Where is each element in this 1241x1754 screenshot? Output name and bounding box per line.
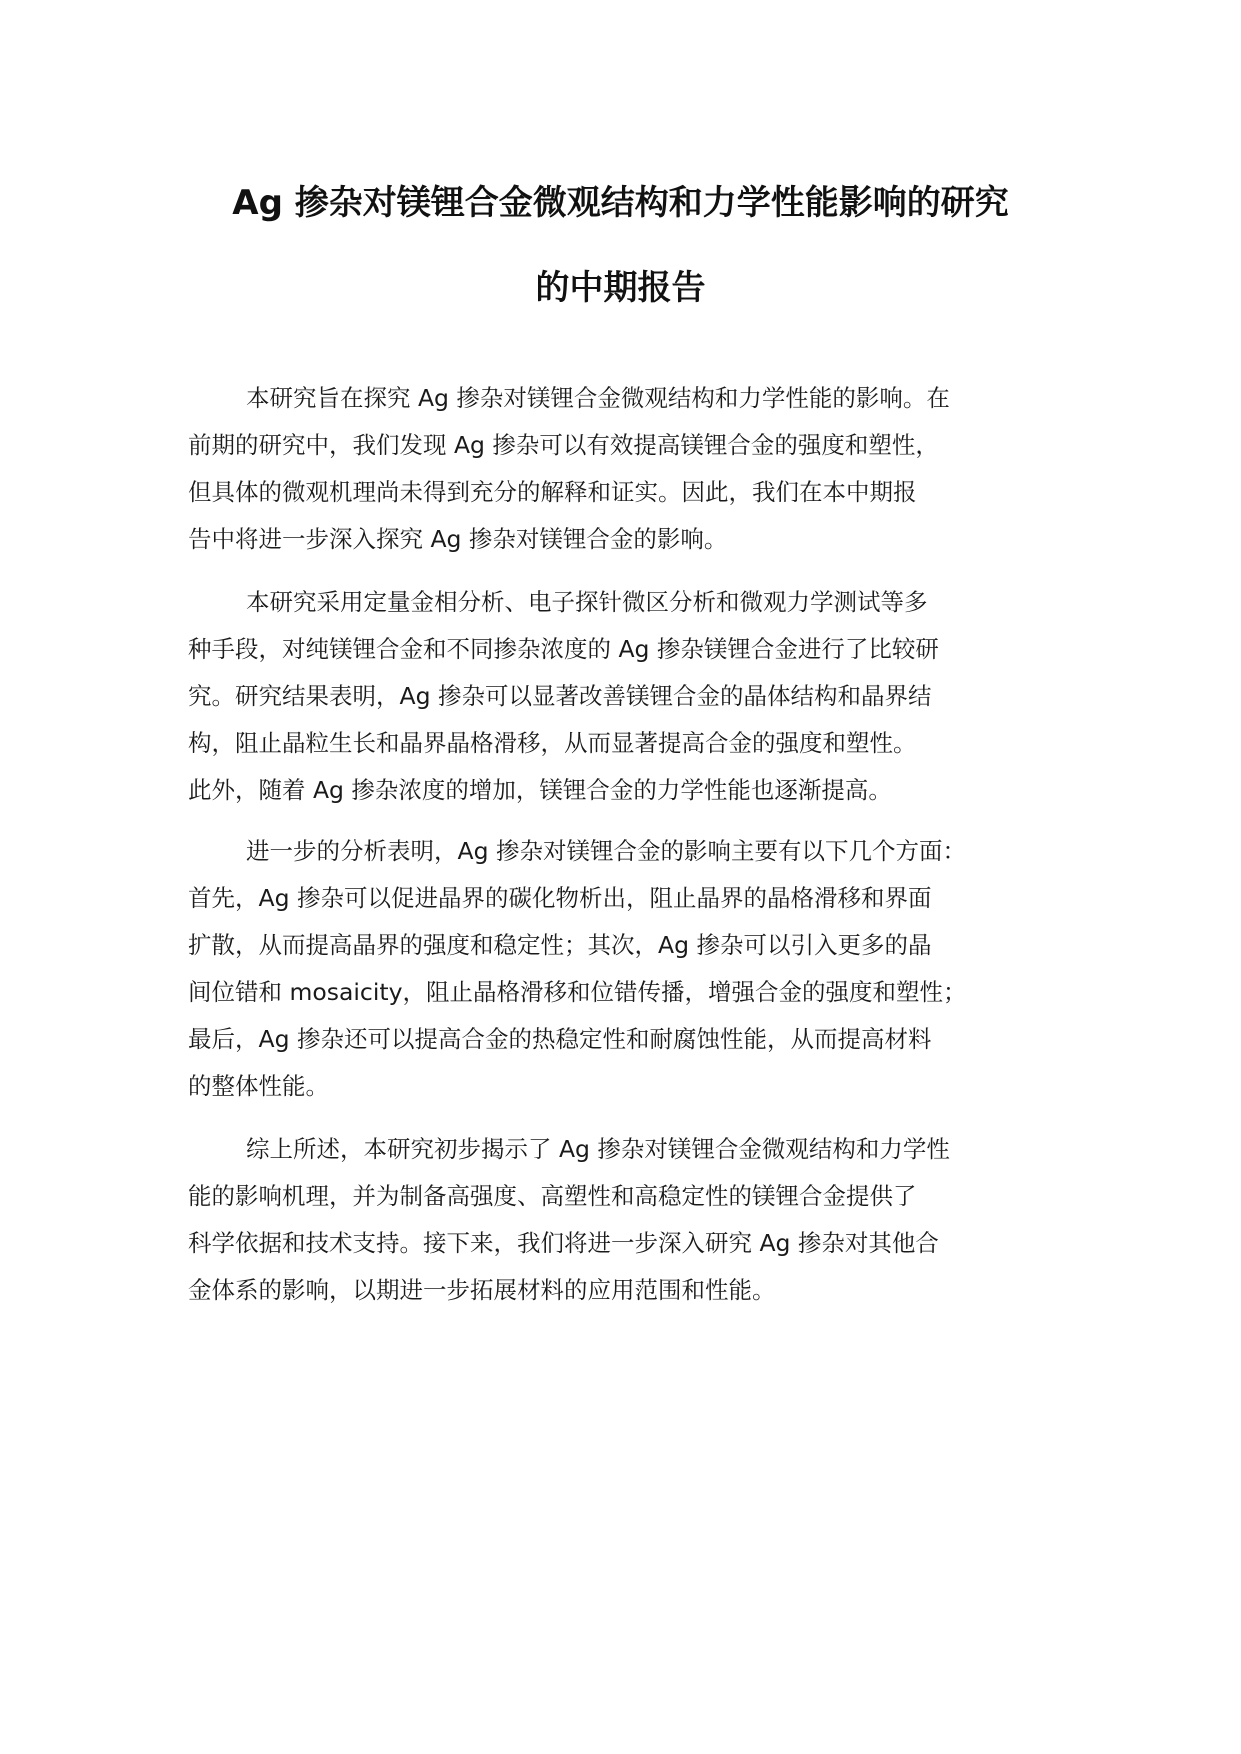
paragraph-1 xyxy=(188,375,1088,563)
paragraph-line: 但具体的微观机理尚未得到充分的解释和证实。因此，我们在本中期报 xyxy=(188,478,917,506)
paragraph-line: 科学依据和技术支持。接下来，我们将进一步深入研究 Ag 掺杂对其他合 xyxy=(188,1229,939,1257)
paragraph-line: 告中将进一步深入探究 Ag 掺杂对镁锂合金的影响。 xyxy=(188,525,728,553)
paragraph-line: 进一步的分析表明，Ag 掺杂对镁锂合金的影响主要有以下几个方面： xyxy=(246,837,966,865)
paragraph-line: 首先，Ag 掺杂可以促进晶界的碳化物析出，阻止晶界的晶格滑移和界面 xyxy=(188,884,932,912)
paragraph-line: 间位错和 mosaicity，阻止晶格滑移和位错传播，增强合金的强度和塑性； xyxy=(188,978,967,1006)
document-title-line-1: Ag 掺杂对镁锂合金微观结构和力学性能影响的研究 xyxy=(232,183,1009,223)
document-title-line-2: 的中期报告 xyxy=(535,268,706,308)
paragraph-line: 本研究采用定量金相分析、电子探针微区分析和微观力学测试等多 xyxy=(246,588,928,616)
paragraph-line: 本研究旨在探究 Ag 掺杂对镁锂合金微观结构和力学性能的影响。在 xyxy=(246,384,950,412)
paragraph-line: 最后，Ag 掺杂还可以提高合金的热稳定性和耐腐蚀性能，从而提高材料 xyxy=(188,1025,932,1053)
paragraph-line: 的整体性能。 xyxy=(188,1072,329,1100)
paragraph-line: 前期的研究中，我们发现 Ag 掺杂可以有效提高镁锂合金的强度和塑性， xyxy=(188,431,939,459)
paragraph-4 xyxy=(188,1126,1088,1314)
paragraph-2 xyxy=(188,579,1088,814)
paragraph-line: 能的影响机理，并为制备高强度、高塑性和高稳定性的镁锂合金提供了 xyxy=(188,1182,917,1210)
paragraph-line: 此外，随着 Ag 掺杂浓度的增加，镁锂合金的力学性能也逐渐提高。 xyxy=(188,776,892,804)
paragraph-line: 究。研究结果表明，Ag 掺杂可以显著改善镁锂合金的晶体结构和晶界结 xyxy=(188,682,932,710)
paragraph-line: 扩散，从而提高晶界的强度和稳定性；其次，Ag 掺杂可以引入更多的晶 xyxy=(188,931,932,959)
paragraph-line: 构，阻止晶粒生长和晶界晶格滑移，从而显著提高合金的强度和塑性。 xyxy=(188,729,917,757)
paragraph-line: 种手段，对纯镁锂合金和不同掺杂浓度的 Ag 掺杂镁锂合金进行了比较研 xyxy=(188,635,939,663)
paragraph-line: 综上所述，本研究初步揭示了 Ag 掺杂对镁锂合金微观结构和力学性 xyxy=(246,1135,950,1163)
paragraph-line: 金体系的影响，以期进一步拓展材料的应用范围和性能。 xyxy=(188,1276,776,1304)
paragraph-3 xyxy=(188,828,1088,1110)
